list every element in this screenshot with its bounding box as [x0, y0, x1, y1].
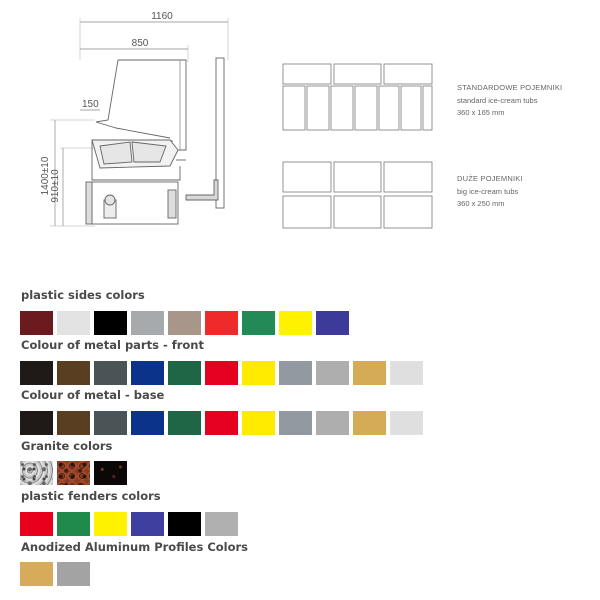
dimension-width-inner	[80, 38, 188, 62]
dim-label-150: 150	[82, 99, 99, 110]
color-swatch	[20, 311, 53, 335]
color-swatch	[390, 411, 423, 435]
swatches-anodized-profiles	[20, 562, 90, 586]
swatches-metal-front	[20, 361, 423, 385]
color-swatch	[57, 311, 90, 335]
section-title-plastic-fenders: plastic fenders colors	[21, 489, 161, 503]
color-swatch	[316, 361, 349, 385]
swatches-plastic-fenders	[20, 512, 238, 536]
section-title-plastic-sides: plastic sides colors	[21, 288, 145, 302]
color-swatch	[168, 411, 201, 435]
color-swatch	[20, 512, 53, 536]
section-title-granite: Granite colors	[21, 439, 113, 453]
color-swatch	[242, 361, 275, 385]
legend-standard-subtitle: standard ice-cream tubs	[457, 95, 538, 105]
color-swatch	[20, 461, 53, 485]
technical-drawing	[0, 0, 600, 260]
section-title-metal-front: Colour of metal parts - front	[21, 338, 204, 352]
swatches-granite	[20, 461, 127, 485]
color-swatch	[205, 411, 238, 435]
legend-big-size: 360 x 250 mm	[457, 199, 505, 208]
color-swatch	[316, 311, 349, 335]
color-swatch	[131, 311, 164, 335]
color-swatch	[353, 361, 386, 385]
dim-label-1400: 1400±10	[40, 156, 51, 196]
color-swatch	[20, 361, 53, 385]
swatches-plastic-sides	[20, 311, 349, 335]
color-swatch	[205, 311, 238, 335]
color-swatch	[131, 411, 164, 435]
big-tubs-layout	[283, 162, 432, 228]
color-swatch	[94, 461, 127, 485]
color-swatch	[279, 311, 312, 335]
color-swatch	[131, 361, 164, 385]
dimension-150	[80, 99, 100, 110]
color-swatch	[57, 361, 90, 385]
color-swatch	[131, 512, 164, 536]
color-swatch	[353, 411, 386, 435]
color-swatch	[205, 512, 238, 536]
color-swatch	[57, 562, 90, 586]
display-cabinet-profile	[86, 58, 224, 224]
legend-big-title: DUŻE POJEMNIKI	[457, 174, 523, 183]
section-title-anodized-profiles: Anodized Aluminum Profiles Colors	[21, 540, 249, 554]
color-swatch	[168, 311, 201, 335]
color-swatch	[20, 411, 53, 435]
color-swatch	[390, 361, 423, 385]
color-swatch	[316, 411, 349, 435]
dim-label-1160: 1160	[151, 11, 173, 22]
color-swatch	[242, 311, 275, 335]
legend-standard-title: STANDARDOWE POJEMNIKI	[457, 83, 563, 92]
color-swatch	[94, 411, 127, 435]
swatches-metal-base	[20, 411, 423, 435]
section-title-metal-base: Colour of metal - base	[21, 388, 165, 402]
legend-big-subtitle: big ice-cream tubs	[457, 186, 519, 196]
legend-standard-size: 360 x 165 mm	[457, 108, 505, 117]
color-swatch	[242, 411, 275, 435]
dim-label-850: 850	[131, 38, 149, 49]
color-swatch	[168, 512, 201, 536]
color-swatch	[20, 562, 53, 586]
color-swatch	[57, 411, 90, 435]
color-swatch	[94, 512, 127, 536]
dimension-width-total	[80, 11, 228, 60]
color-swatch	[279, 411, 312, 435]
standard-tubs-layout	[283, 64, 432, 130]
legend-big-tubs	[457, 173, 523, 211]
color-swatch	[94, 311, 127, 335]
color-swatch	[57, 461, 90, 485]
color-swatch	[205, 361, 238, 385]
dim-label-910: 910±10	[50, 169, 61, 203]
legend-standard-tubs	[457, 82, 562, 120]
color-swatch	[168, 361, 201, 385]
color-swatch	[57, 512, 90, 536]
color-swatch	[94, 361, 127, 385]
color-swatch	[279, 361, 312, 385]
